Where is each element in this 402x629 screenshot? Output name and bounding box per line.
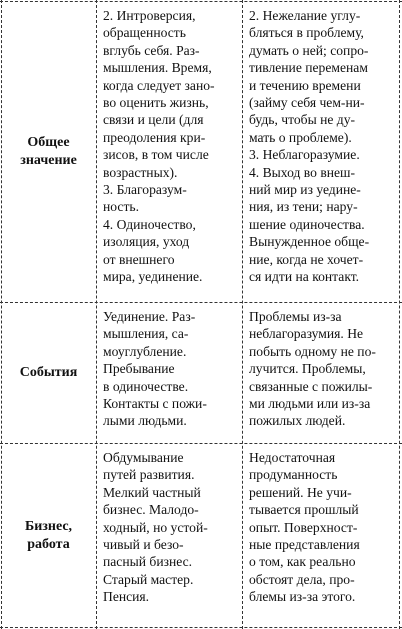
table-row — [0, 303, 402, 443]
table-row — [0, 444, 402, 627]
upright-meaning-cell: 2. Интроверсия, обращенность вглубь себя. Раз- мышления. Время, когда следует зано- во оценить жизнь, связи и цели (для преодоления кри- зисов, в том числе возрастных). 3. Благоразум- ность. 4. Одиночество, изоляция, уход от внешнего мира, уединение. — [103, 8, 215, 285]
table-bottom-rule — [0, 627, 402, 628]
row-heading: Бизнес, работа — [24, 518, 73, 552]
row-heading: События — [19, 365, 78, 380]
row-heading: Общее значение — [20, 135, 77, 168]
upright-meaning-cell: Уединение. Раз- мышления, са- моуглубление. Пребывание в одиночестве. Контакты с пожи- лыми людьми. — [103, 309, 207, 429]
upright-meaning-cell: Обдумывание путей развития. Мелкий частный бизнес. Малодо- ходный, но устой- чивый и безо- пасный бизнес. Старый мастер. Пенсия. — [103, 450, 208, 605]
reversed-meaning-cell: 2. Нежелание углу- бляться в проблему, думать о ней; сопро- тивление переменам и течению времени (займу себя чем-ни- будь, чтобы не ду- мать о проблеме). 3. Неблагоразумие. 4. Выход во внеш- ний мир из уедине- ния, из тени; нару- шение одиночества. Вынужденное обще- ние, когда не хочет- ся идти на контакт. — [249, 8, 370, 285]
table-row — [0, 2, 402, 302]
reversed-meaning-cell: Недостаточная продуманность решений. Не учи- тывается прошлый опыт. Поверхност- ные представления о том, как реально обстоят дела, про- блемы из-за этого. — [249, 450, 360, 605]
reversed-meaning-cell: Проблемы из-за неблагоразумия. Не побыть одному не по- лучится. Проблемы, связанные с пожилы- ми людьми или из-за пожилых людей. — [249, 309, 376, 429]
